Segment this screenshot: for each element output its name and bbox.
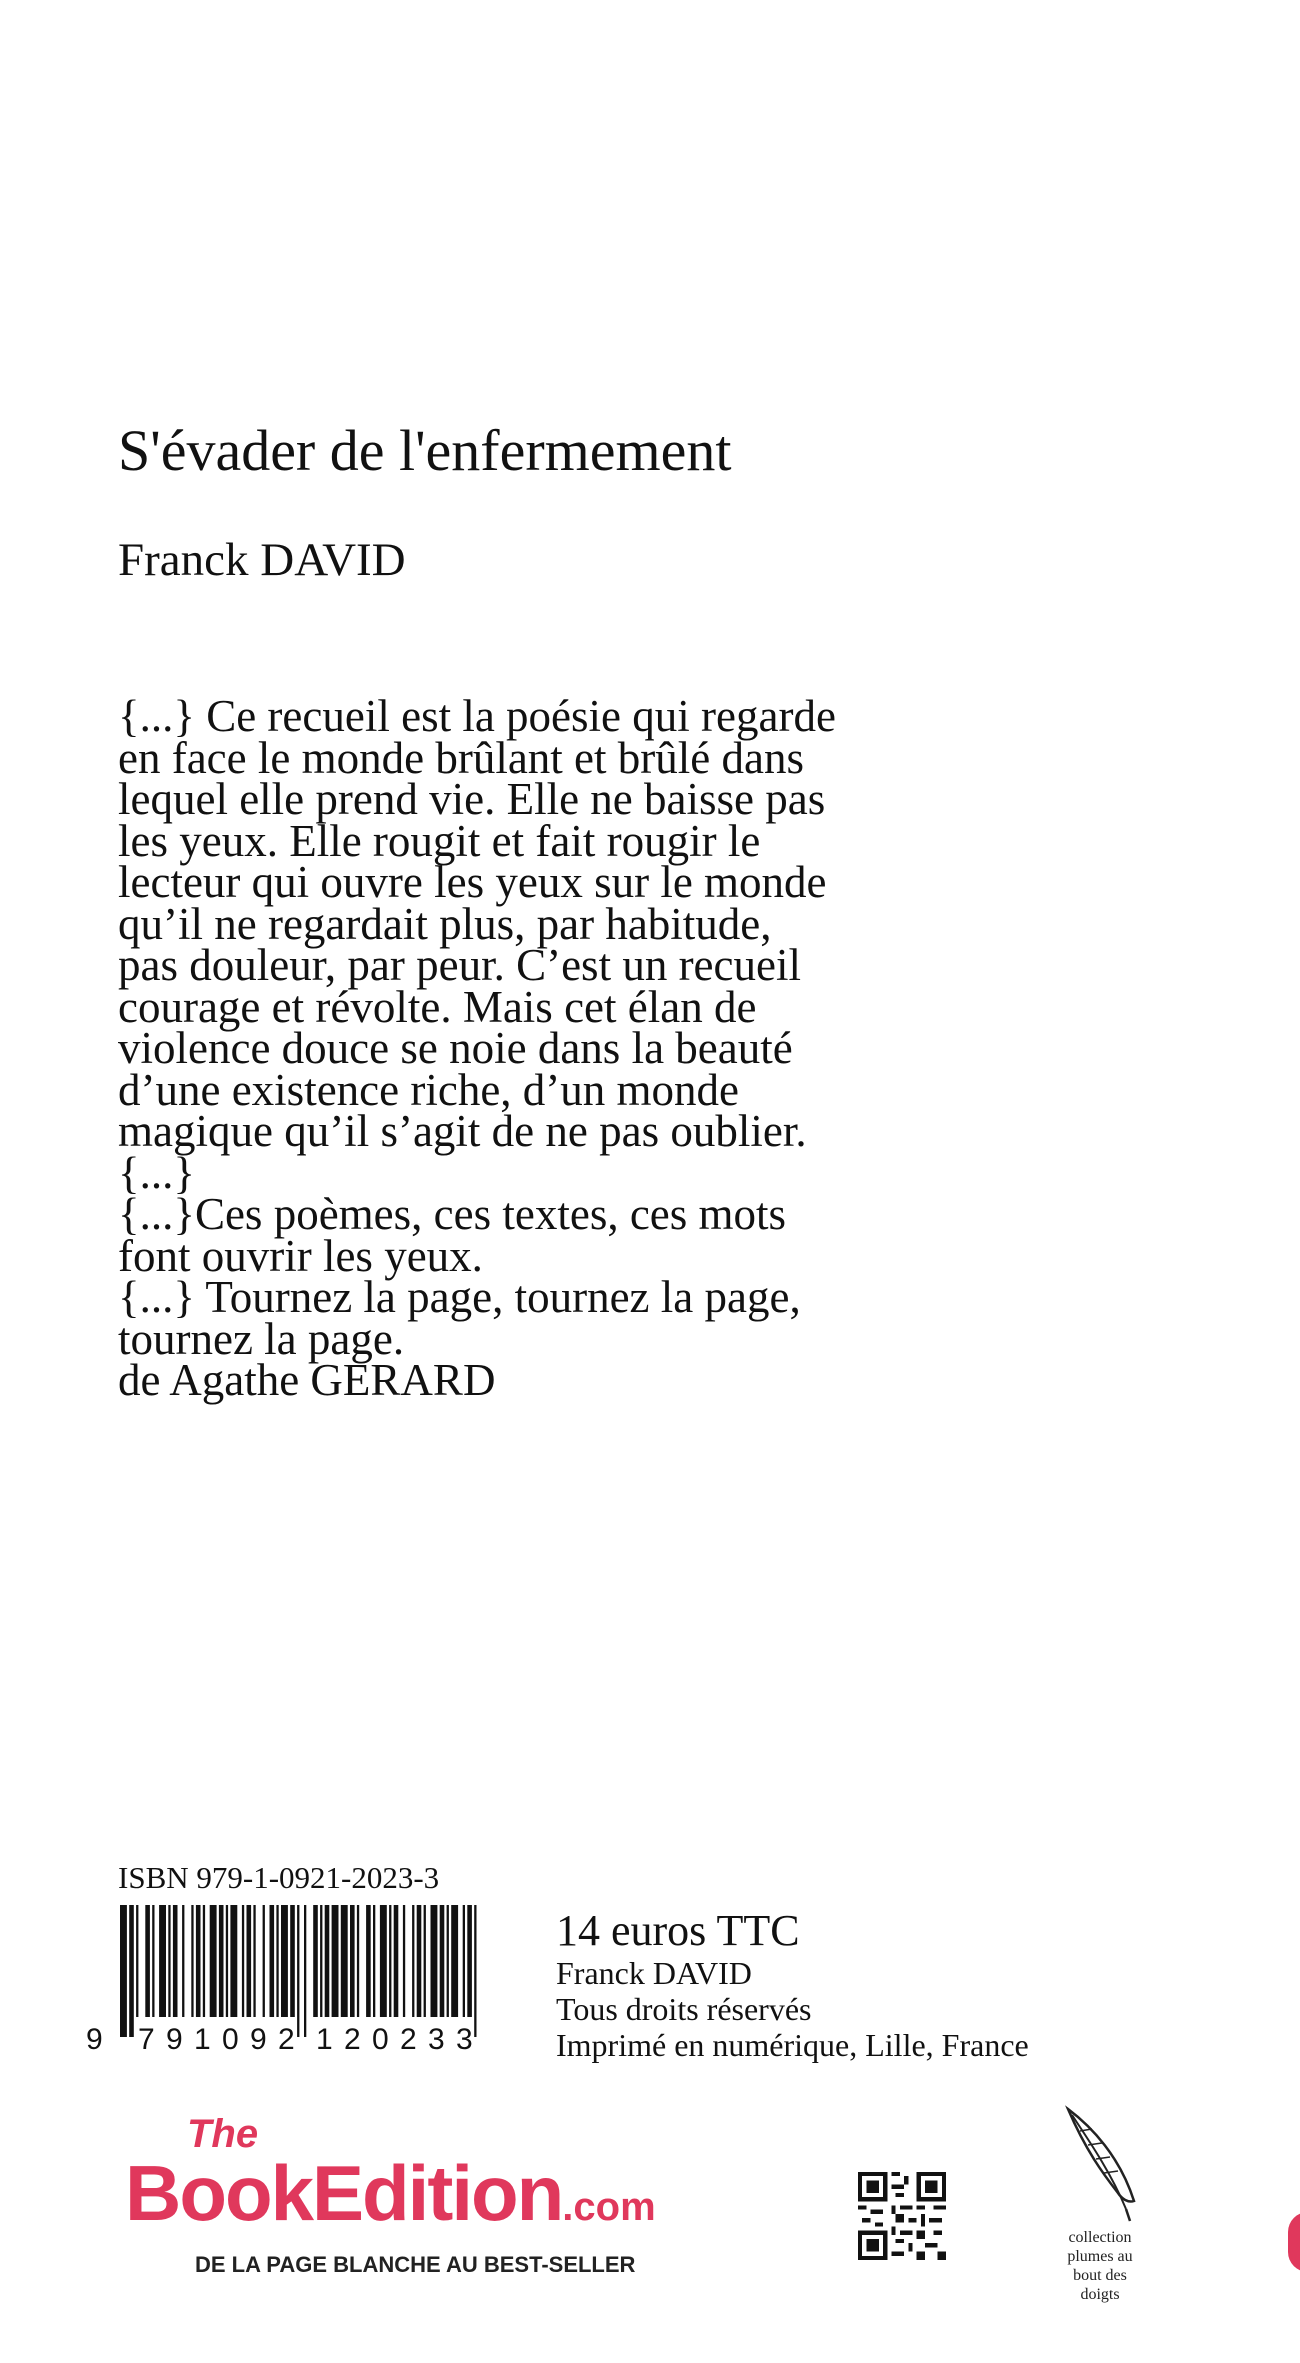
feather-quill-icon — [1062, 2105, 1142, 2225]
barcode-digit: 1 — [316, 2023, 333, 2055]
blurb-line: tournez la page. — [118, 1313, 405, 1364]
back-cover-blurb — [118, 691, 1018, 1405]
edge-mark — [1288, 2212, 1300, 2272]
barcode-digit: 3 — [456, 2023, 473, 2055]
barcode-bar — [389, 1905, 391, 2017]
blurb-line: les yeux. Elle rougit et fait rougir le — [118, 815, 761, 866]
blurb-line: lecteur qui ouvre les yeux sur le monde — [118, 857, 827, 907]
blurb-line: magique qu’il s’agit de ne pas oublier. — [118, 1106, 807, 1156]
barcode-bar — [230, 1905, 237, 2017]
barcode-bar — [304, 1905, 306, 2037]
barcode-bar — [325, 1905, 330, 2017]
price: 14 euros TTC — [556, 1906, 800, 1955]
book-title: S'évader de l'enfermement — [118, 418, 732, 483]
barcode-bar — [253, 1905, 255, 2017]
barcode-digit: 0 — [372, 2023, 389, 2055]
blurb-line: {...} — [118, 1147, 195, 1198]
barcode-digit: 3 — [428, 2023, 445, 2055]
barcode-digit: 2 — [278, 2023, 295, 2055]
barcode-bar — [168, 1905, 170, 2017]
barcode-digit: 1 — [194, 2023, 211, 2055]
bookedition-logo — [125, 2112, 705, 2292]
barcode-bar — [247, 1905, 252, 2017]
barcode-bar — [196, 1905, 201, 2017]
blurb-line: lequel elle prend vie. Elle ne baisse pas — [118, 774, 826, 824]
barcode-bar — [263, 1905, 265, 2017]
barcode-bar — [373, 1905, 375, 2017]
barcode-bar — [424, 1905, 426, 2017]
barcode-bar — [417, 1905, 422, 2017]
barcode-bar — [159, 1905, 166, 2017]
barcode-digit: 7 — [138, 2023, 155, 2055]
blurb-line: courage et révolte. Mais cet élan de — [118, 981, 757, 1032]
barcode-bar — [129, 1905, 134, 2037]
barcode-bar — [120, 1905, 127, 2037]
blurb-line: d’une existence riche, d’un monde — [118, 1064, 740, 1115]
logo-domain: .com — [562, 2185, 656, 2229]
collection-line: plumes au — [1067, 2248, 1133, 2265]
barcode-digit: 9 — [250, 2023, 267, 2055]
barcode-bar — [242, 1905, 244, 2017]
blurb-line: {...}Ces poèmes, ces textes, ces mots — [118, 1189, 787, 1239]
barcode-bar — [320, 1905, 322, 2017]
barcode-bar — [447, 1905, 449, 2017]
barcode-bar — [182, 1905, 184, 2017]
barcode-digit: 2 — [344, 2023, 361, 2055]
barcode-bar — [297, 1905, 299, 2037]
barcode-digit: 2 — [400, 2023, 417, 2055]
collection-label — [1030, 2228, 1170, 2304]
barcode-bar — [219, 1905, 224, 2017]
barcode-bar — [341, 1905, 348, 2017]
blurb-line: pas douleur, par peur. C’est un recueil — [118, 940, 801, 990]
book-author: Franck DAVID — [118, 534, 406, 586]
barcode-bar — [191, 1905, 193, 2017]
barcode-digit: 9 — [86, 2023, 103, 2055]
barcode-digit: 0 — [222, 2023, 239, 2055]
barcode-bar — [203, 1905, 205, 2017]
barcode-bar — [403, 1905, 405, 2017]
barcode-bar — [467, 1905, 472, 2017]
logo-wordmark — [125, 2148, 656, 2239]
barcode-bar — [474, 1905, 476, 2037]
barcode-bar — [394, 1905, 399, 2017]
barcode-bar — [412, 1905, 414, 2017]
isbn-label: ISBN 979-1-0921-2023-3 — [118, 1860, 440, 1895]
blurb-line: {...} Tournez la page, tournez la page, — [118, 1272, 801, 1322]
barcode-bar — [463, 1905, 465, 2017]
barcode-bar — [173, 1905, 178, 2017]
blurb-line: qu’il ne regardait plus, par habitude, — [118, 898, 772, 949]
barcode-bar — [366, 1905, 371, 2017]
blurb-line: en face le monde brûlant et brûlé dans — [118, 732, 804, 783]
logo-name: BookEdition — [125, 2149, 563, 2237]
info-author: Franck DAVID — [556, 1955, 752, 1991]
barcode-bar — [350, 1905, 355, 2017]
qr-code-icon — [858, 2172, 946, 2260]
logo-the: The — [187, 2112, 259, 2156]
barcode-bar — [270, 1905, 275, 2017]
price-info-block — [556, 1907, 1029, 2063]
printing-info: Imprimé en numérique, Lille, France — [556, 2027, 1029, 2063]
barcode-bar — [357, 1905, 359, 2017]
barcode-bar — [226, 1905, 228, 2017]
barcode-bar — [431, 1905, 438, 2017]
isbn-barcode — [80, 1905, 490, 2055]
blurb-line: {...} Ce recueil est la poésie qui regarde — [118, 691, 836, 741]
logo-tagline: DE LA PAGE BLANCHE AU BEST-SELLER — [195, 2252, 636, 2277]
barcode-digit: 9 — [166, 2023, 183, 2055]
blurb-line: font ouvrir les yeux. — [118, 1230, 483, 1281]
barcode-bar — [145, 1905, 150, 2017]
collection-line: bout des — [1073, 2267, 1127, 2284]
barcode-bar — [290, 1905, 295, 2017]
barcode-bar — [276, 1905, 278, 2017]
blurb-line: violence douce se noie dans la beauté — [118, 1023, 793, 1073]
collection-line: collection — [1068, 2229, 1132, 2246]
rights: Tous droits réservés — [556, 1991, 812, 2027]
barcode-bar — [152, 1905, 154, 2017]
barcode-bar — [313, 1905, 318, 2017]
collection-line: doigts — [1080, 2286, 1120, 2303]
barcode-bar — [380, 1905, 387, 2017]
blurb-signature: de Agathe GERARD — [118, 1355, 496, 1405]
barcode-bar — [281, 1905, 288, 2017]
barcode-bar — [451, 1905, 458, 2017]
barcode-bar — [210, 1905, 217, 2017]
barcode-graphic — [80, 1905, 490, 2055]
barcode-bar — [136, 1905, 138, 2017]
barcode-bar — [332, 1905, 339, 2017]
barcode-bar — [440, 1905, 445, 2017]
